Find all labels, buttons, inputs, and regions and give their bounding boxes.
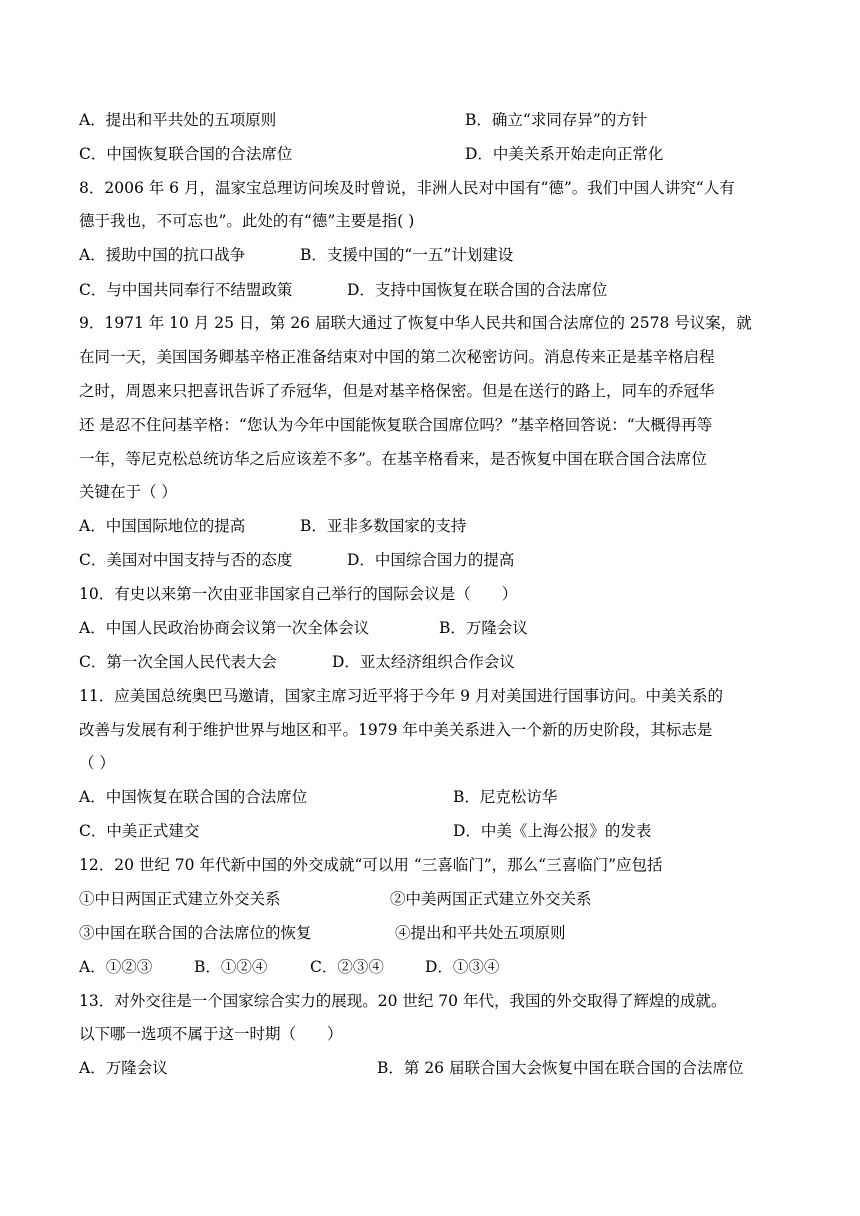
q9-stem-line-6: 关键在于（ ）: [79, 483, 177, 501]
q9-option-b: B．亚非多数国家的支持: [300, 517, 467, 535]
q7-option-a: A．提出和平共处的五项原则: [79, 111, 277, 129]
q11-option-c: C．中美正式建交: [79, 822, 200, 840]
q11-stem-line-1: 11．应美国总统奥巴马邀请，国家主席习近平将于今年 9 月对美国进行国事访问。中美关系的: [79, 687, 723, 705]
q12-item-2: ②中美两国正式建立外交关系: [390, 890, 592, 908]
q7-option-c: C．中国恢复联合国的合法席位: [79, 145, 293, 163]
q8-option-a: A．援助中国的抗口战争: [79, 246, 246, 264]
q11-stem-line-3: （ ）: [79, 754, 115, 772]
q11-option-d: D．中美《上海公报》的发表: [453, 822, 652, 840]
q12-stem-line-1: 12．20 世纪 70 年代新中国的外交成就“可以用 “三喜临门”，那么“三喜临门”应包括: [79, 856, 663, 874]
q12-option-b: B．①②④: [194, 958, 268, 976]
q12-option-d: D．①③④: [425, 958, 500, 976]
q13-options-row-1: [79, 1056, 779, 1080]
q12-options-row: [79, 955, 779, 979]
q13-stem-line-2: 以下哪一选项不属于这一时期（ ）: [79, 1025, 343, 1043]
q8-option-c: C．与中国共同奉行不结盟政策: [79, 281, 293, 299]
q9-stem-line-4: 还 是忍不住问基辛格：“您认为今年中国能恢复联合国席位吗？”基辛格回答说：“大概得再等: [79, 416, 713, 434]
q13-stem-line-1: 13．对外交往是一个国家综合实力的展现。20 世纪 70 年代，我国的外交取得了辉煌的成就。: [79, 992, 727, 1010]
q7-options-row-2: [79, 142, 779, 166]
q7-option-b: B．确立“求同存异”的方针: [465, 111, 648, 129]
q8-options-row-2: [79, 278, 779, 302]
q10-option-d: D．亚太经济组织合作会议: [332, 653, 515, 671]
q8-stem-line-2: 德于我也，不可忘也”。此处的有“德”主要是指( ): [79, 212, 415, 230]
q13-option-a: A．万隆会议: [79, 1059, 168, 1077]
q9-option-d: D．中国综合国力的提高: [347, 551, 515, 569]
q12-item-3: ③中国在联合国的合法席位的恢复: [79, 924, 312, 942]
q10-option-a: A．中国人民政治协商会议第一次全体会议: [79, 619, 370, 637]
q11-options-row-1: [79, 785, 779, 809]
q9-option-a: A．中国国际地位的提高: [79, 517, 246, 535]
q7-options-row-1: [79, 108, 779, 132]
q11-option-a: A．中国恢复在联合国的合法席位: [79, 788, 308, 806]
q9-options-row-2: [79, 548, 779, 572]
q12-option-c: C．②③④: [310, 958, 384, 976]
q10-options-row-1: [79, 616, 779, 640]
q10-options-row-2: [79, 650, 779, 674]
q11-options-row-2: [79, 819, 779, 843]
q8-option-d: D．支持中国恢复在联合国的合法席位: [347, 281, 608, 299]
q9-options-row-1: [79, 514, 779, 538]
q13-option-b: B．第 26 届联合国大会恢复中国在联合国的合法席位: [377, 1059, 744, 1077]
q7-option-d: D．中美关系开始走向正常化: [465, 145, 664, 163]
q12-items-row-2: [79, 921, 779, 945]
q8-option-b: B．支援中国的“一五”计划建设: [300, 246, 514, 264]
q11-stem-line-2: 改善与发展有利于维护世界与地区和平。1979 年中美关系进入一个新的历史阶段，其标志是: [79, 721, 713, 739]
q8-stem-line-1: 8．2006 年 6 月，温家宝总理访问埃及时曾说，非洲人民对中国有“德”。我们中国人讲究“人有: [79, 179, 735, 197]
q9-stem-line-5: 一年，等尼克松总统访华之后应该差不多”。在基辛格看来，是否恢复中国在联合国合法席位: [79, 450, 707, 468]
q12-item-4: ④提出和平共处五项原则: [395, 924, 566, 942]
q12-items-row-1: [79, 887, 779, 911]
q10-option-c: C．第一次全国人民代表大会: [79, 653, 277, 671]
q8-options-row-1: [79, 243, 779, 267]
q9-stem-line-3: 之时，周恩来只把喜讯告诉了乔冠华，但是对基辛格保密。但是在送行的路上，同车的乔冠华: [79, 382, 715, 400]
q10-option-b: B．万隆会议: [439, 619, 528, 637]
q9-stem-line-2: 在同一天，美国国务卿基辛格正准备结束对中国的第二次秘密访问。消息传来正是基辛格启程: [79, 348, 715, 366]
q12-option-a: A．①②③: [79, 958, 153, 976]
q12-item-1: ①中日两国正式建立外交关系: [79, 890, 281, 908]
q9-option-c: C．美国对中国支持与否的态度: [79, 551, 293, 569]
q9-stem-line-1: 9．1971 年 10 月 25 日，第 26 届联大通过了恢复中华人民共和国合法席位的 2578 号议案，就: [79, 314, 752, 332]
q10-stem-line-1: 10．有史以来第一次由亚非国家自己举行的国际会议是（ ）: [79, 585, 518, 603]
q11-option-b: B．尼克松访华: [453, 788, 558, 806]
